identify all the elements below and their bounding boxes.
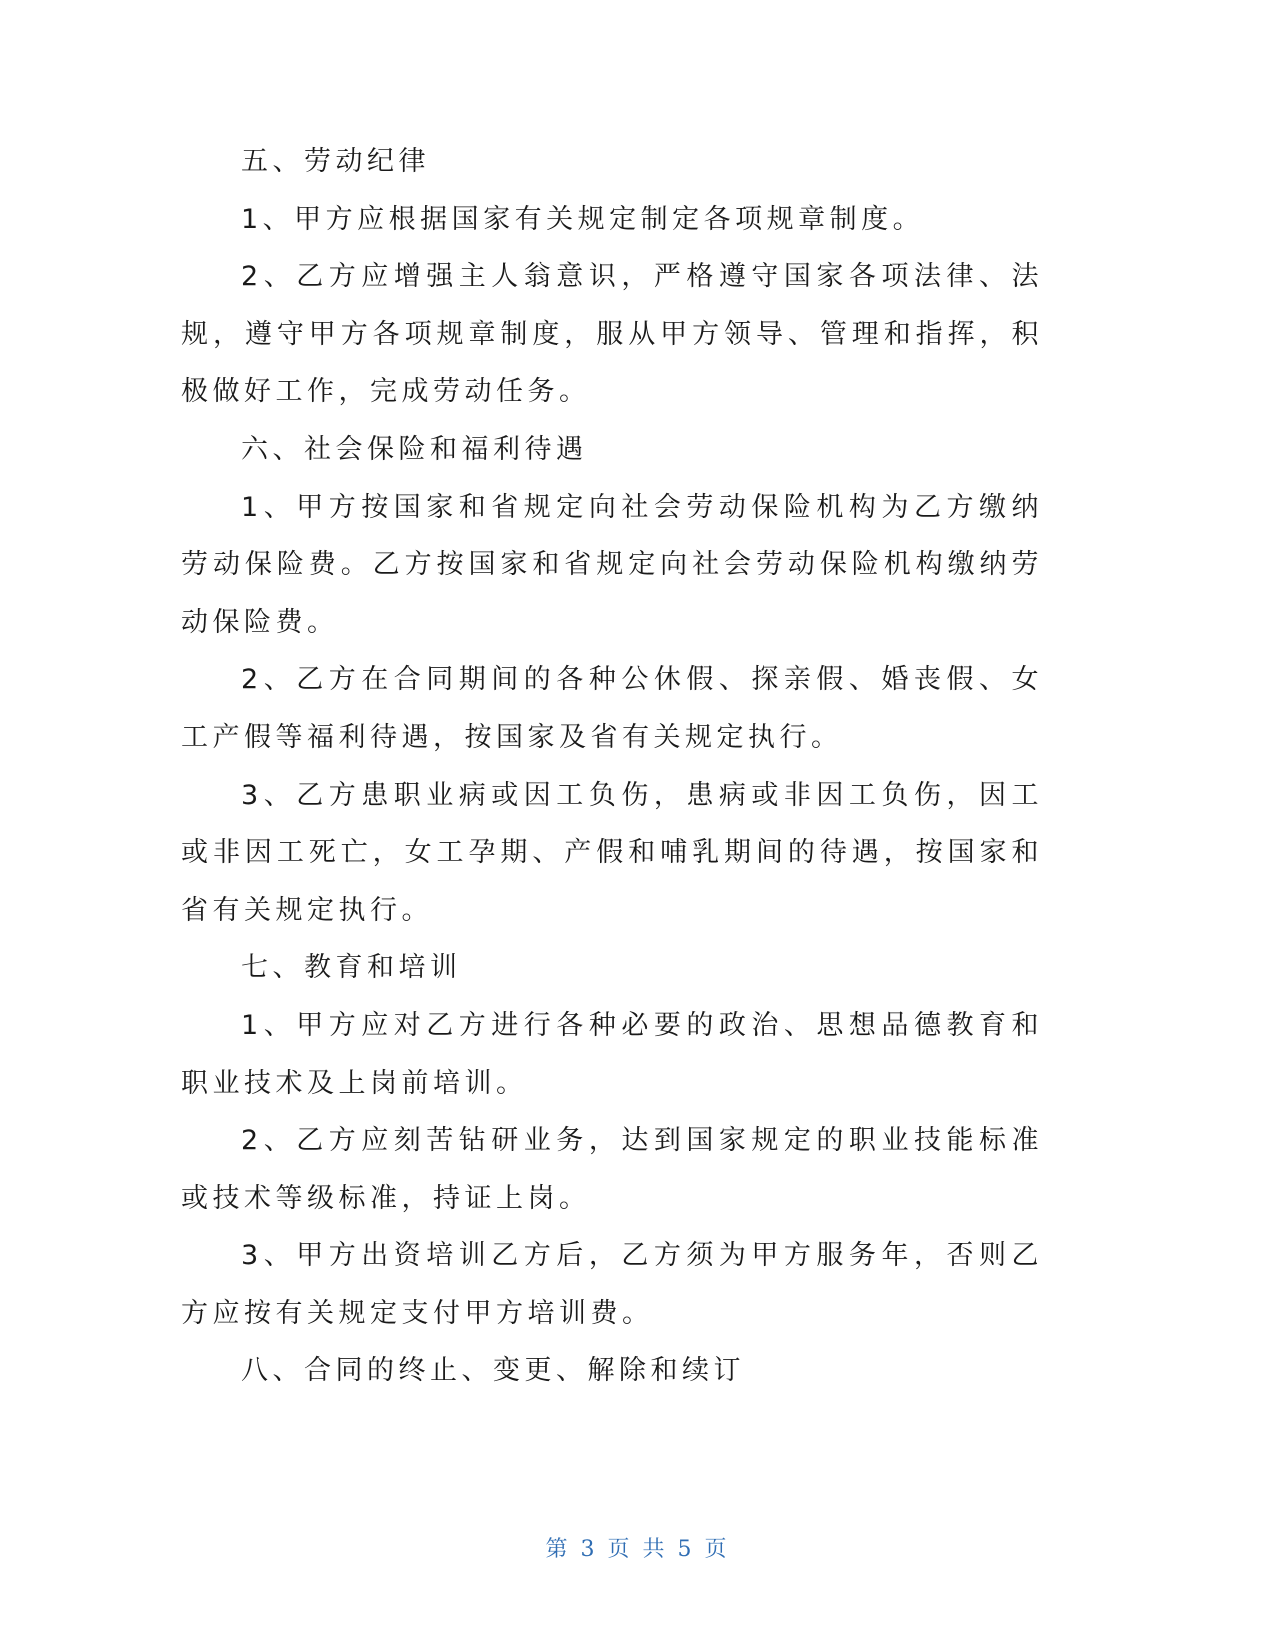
- section-heading-education-training: 七、教育和培训: [241, 952, 462, 984]
- paragraph: 3、乙方患职业病或因工负伤，患病或非因工负伤，因工或非因工死亡，女工孕期、产假和哺乳期间的待遇，按国家和省有关规定执行。: [181, 779, 1043, 926]
- page-number: 第 3 页 共 5 页: [545, 1537, 730, 1562]
- document-body: [181, 133, 1043, 1400]
- paragraph: 1、甲方按国家和省规定向社会劳动保险机构为乙方缴纳劳动保险费。乙方按国家和省规定向社会劳动保险机构缴纳劳动保险费。: [181, 491, 1043, 638]
- section-heading-social-insurance: 六、社会保险和福利待遇: [241, 433, 588, 465]
- paragraph: 2、乙方应增强主人翁意识，严格遵守国家各项法律、法规，遵守甲方各项规章制度，服从甲方领导、管理和指挥，积极做好工作，完成劳动任务。: [181, 261, 1043, 408]
- section-heading-labor-discipline: 五、劳动纪律: [241, 146, 430, 177]
- section-heading-contract-termination: 八、合同的终止、变更、解除和续订: [241, 1355, 745, 1387]
- paragraph: 2、乙方在合同期间的各种公休假、探亲假、婚丧假、女工产假等福利待遇，按国家及省有关规定执行。: [181, 664, 1043, 753]
- paragraph: 3、甲方出资培训乙方后，乙方须为甲方服务年，否则乙方应按有关规定支付甲方培训费。: [181, 1240, 1043, 1329]
- page-footer: [0, 1532, 1275, 1563]
- paragraph: 2、乙方应刻苦钻研业务，达到国家规定的职业技能标准或技术等级标准，持证上岗。: [181, 1125, 1043, 1214]
- paragraph: 1、甲方应对乙方进行各种必要的政治、思想品德教育和职业技术及上岗前培训。: [181, 1009, 1043, 1099]
- paragraph: 1、甲方应根据国家有关规定制定各项规章制度。: [241, 203, 925, 235]
